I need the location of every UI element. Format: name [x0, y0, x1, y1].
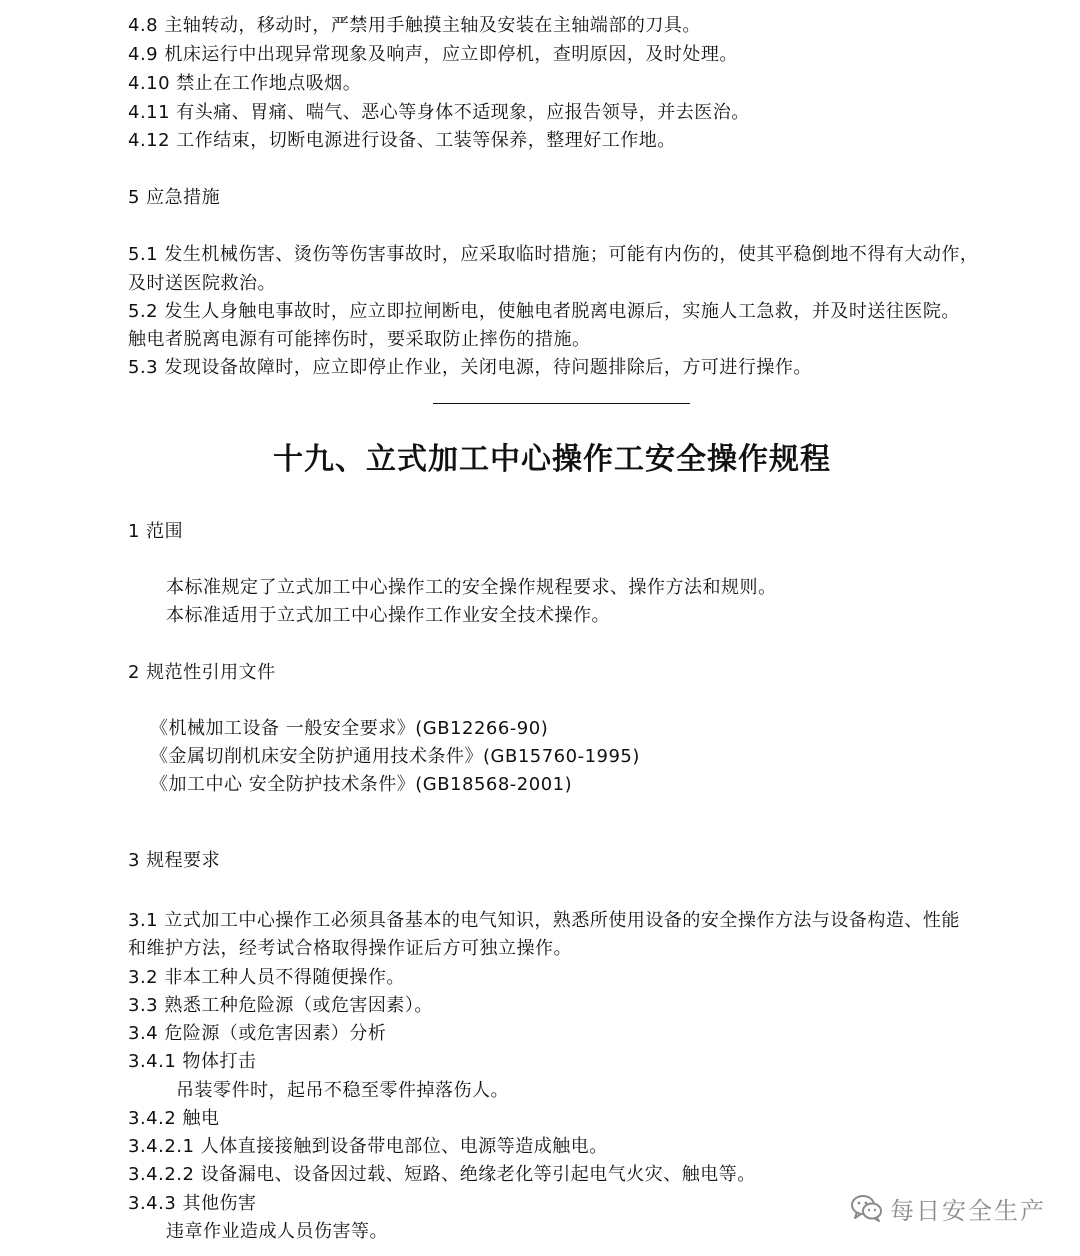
clause-4-10: 4.10 禁止在工作地点吸烟。: [128, 73, 362, 94]
clause-3-4-2-1: 3.4.2.1 人体直接接触到设备带电部位、电源等造成触电。: [128, 1136, 608, 1157]
clause-3-4-3: 3.4.3 其他伤害: [128, 1193, 257, 1214]
clause-4-11: 4.11 有头痛、胃痛、喘气、恶心等身体不适现象，应报告领导，并去医治。: [128, 102, 750, 123]
clause-3-3: 3.3 熟悉工种危险源（或危害因素）。: [128, 995, 433, 1016]
watermark: [850, 1192, 1046, 1224]
section-3-heading: 3 规程要求: [128, 850, 221, 871]
clause-5-2: 5.2 发生人身触电事故时，应立即拉闸断电，使触电者脱离电源后，实施人工急救，并及时送往医院。: [128, 301, 960, 322]
clause-4-12: 4.12 工作结束，切断电源进行设备、工装等保养，整理好工作地。: [128, 130, 676, 151]
section-2-heading: 2 规范性引用文件: [128, 662, 276, 683]
reference-1: 《机械加工设备 一般安全要求》(GB12266-90): [150, 718, 549, 739]
clause-5-3: 5.3 发现设备故障时，应立即停止作业，关闭电源，待问题排除后，方可进行操作。: [128, 357, 812, 378]
clause-5-2-cont: 触电者脱离电源有可能摔伤时，要采取防止摔伤的措施。: [128, 329, 591, 350]
reference-2: 《金属切削机床安全防护通用技术条件》(GB15760-1995): [150, 746, 640, 767]
clause-5-1-cont: 及时送医院救治。: [128, 273, 276, 294]
scope-line-2: 本标准适用于立式加工中心操作工作业安全技术操作。: [166, 605, 610, 626]
clause-5-1: 5.1 发生机械伤害、烫伤等伤害事故时，应采取临时措施；可能有内伤的，使其平稳倒地不得有大动作，: [128, 244, 979, 265]
clause-3-1-cont: 和维护方法，经考试合格取得操作证后方可独立操作。: [128, 938, 572, 959]
clause-3-2: 3.2 非本工种人员不得随便操作。: [128, 967, 405, 988]
clause-3-4: 3.4 危险源（或危害因素）分析: [128, 1023, 387, 1044]
reference-3: 《加工中心 安全防护技术条件》(GB18568-2001): [150, 774, 573, 795]
clause-3-1: 3.1 立式加工中心操作工必须具备基本的电气知识，熟悉所使用设备的安全操作方法与设备构造、性能: [128, 910, 960, 931]
clause-3-4-3-detail: 违章作业造成人员伤害等。: [166, 1221, 388, 1242]
scope-line-1: 本标准规定了立式加工中心操作工的安全操作规程要求、操作方法和规则。: [166, 577, 777, 598]
clause-3-4-1: 3.4.1 物体打击: [128, 1051, 257, 1072]
clause-4-8: 4.8 主轴转动，移动时，严禁用手触摸主轴及安装在主轴端部的刀具。: [128, 15, 701, 36]
page-title: 十九、立式加工中心操作工安全操作规程: [273, 442, 831, 477]
watermark-text: 每日安全生产: [890, 1196, 1046, 1225]
clause-3-4-2-2: 3.4.2.2 设备漏电、设备因过载、短路、绝缘老化等引起电气火灾、触电等。: [128, 1164, 756, 1185]
wechat-icon: [850, 1193, 884, 1223]
clause-3-4-1-detail: 吊装零件时，起吊不稳至零件掉落伤人。: [176, 1080, 509, 1101]
clause-4-9: 4.9 机床运行中出现异常现象及响声，应立即停机，查明原因，及时处理。: [128, 44, 738, 65]
section-divider: [433, 403, 690, 404]
clause-3-4-2: 3.4.2 触电: [128, 1108, 220, 1129]
section-5-heading: 5 应急措施: [128, 187, 221, 208]
section-1-heading: 1 范围: [128, 521, 184, 542]
